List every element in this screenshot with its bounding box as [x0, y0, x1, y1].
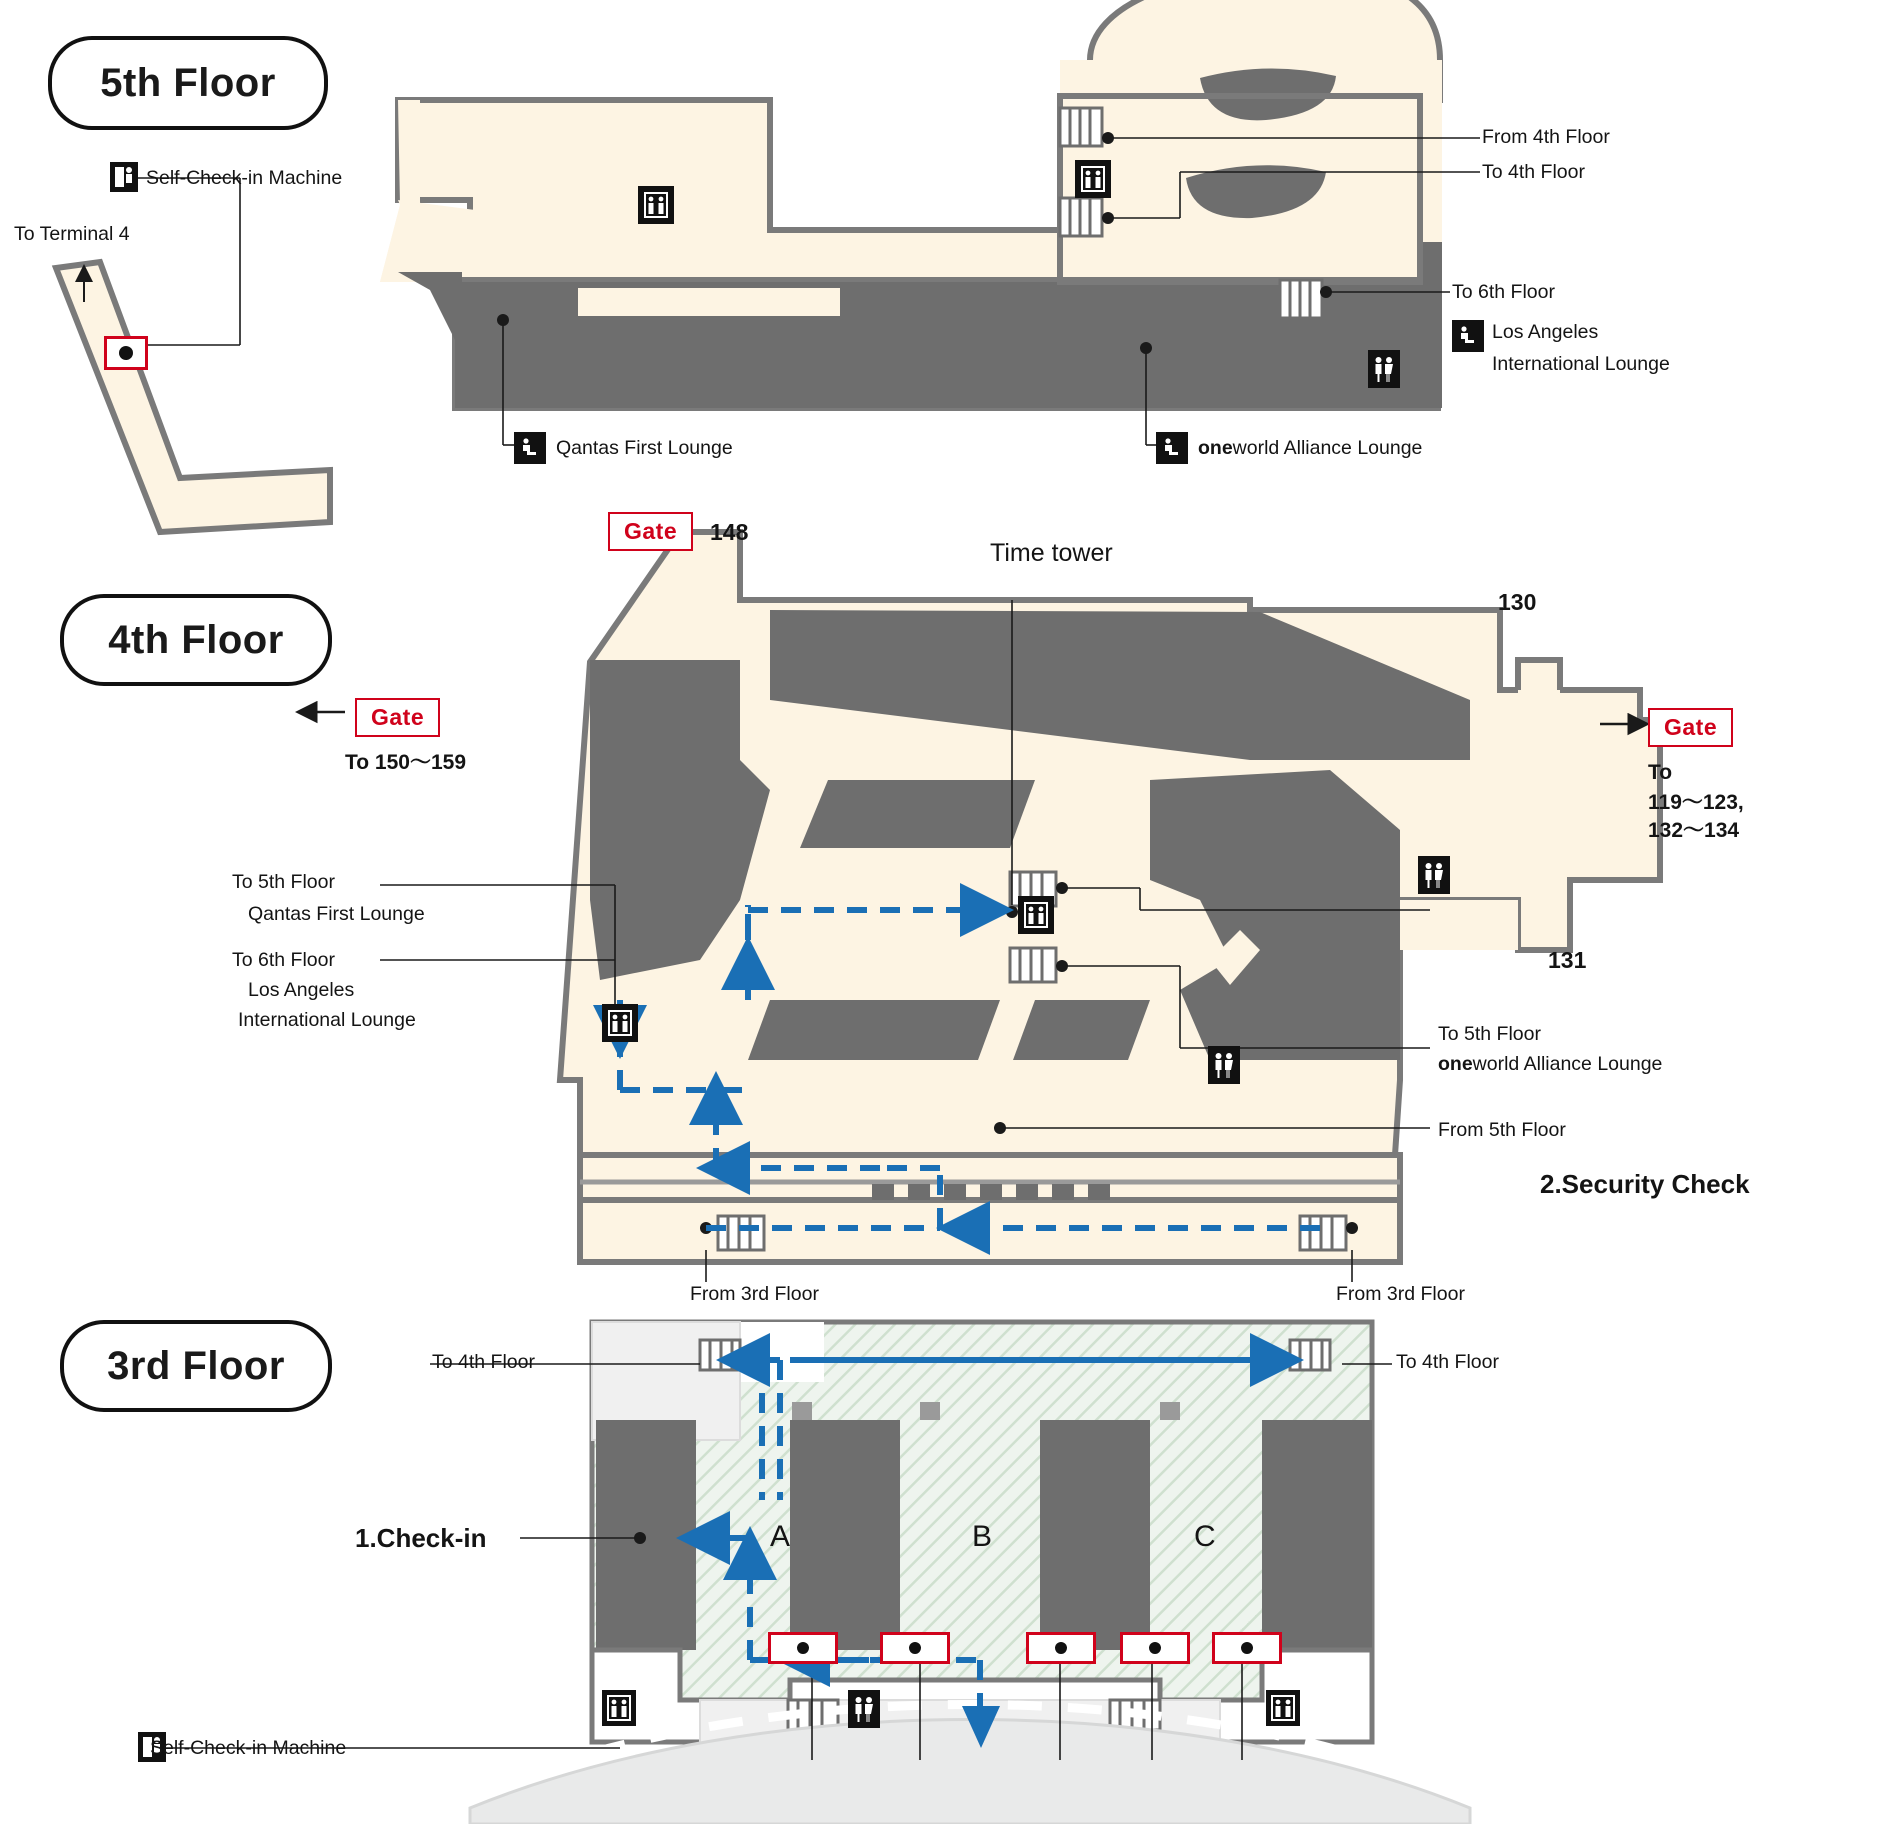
label-oneworld-lounge-5f — [1198, 436, 1422, 460]
lounge-icon-oneworld-5f — [1156, 432, 1188, 464]
oneworld-bold-5f: one — [1198, 437, 1233, 459]
floor-badge-3 — [60, 1320, 332, 1412]
label-from-5th-floor-4f: From 5th Floor — [1438, 1119, 1566, 1141]
floor-badge-4-label: 4th Floor — [108, 618, 284, 662]
label-check-in: 1.Check-in — [355, 1523, 487, 1553]
self-checkin-icon — [110, 162, 138, 192]
gate-right-to: To — [1648, 761, 1673, 784]
elevator-icon-4f-center — [1018, 896, 1054, 934]
gate-box-left[interactable]: Gate — [355, 698, 440, 737]
label-qantas-first-lounge-4f: Qantas First Lounge — [248, 903, 425, 925]
zone-label-b: B — [972, 1520, 993, 1553]
floor3-shapes — [150, 1322, 1470, 1824]
gate-right-nums-1: 119〜123, — [1648, 791, 1744, 814]
label-from-3rd-floor-left: From 3rd Floor — [690, 1283, 819, 1305]
lounge-icon-qantas-5f — [514, 432, 546, 464]
restroom-icon-3f — [848, 1690, 880, 1728]
label-qantas-first-lounge-5f: Qantas First Lounge — [556, 437, 733, 459]
gate-number-130: 130 — [1498, 589, 1537, 615]
self-checkin-marker-a1[interactable] — [768, 1632, 838, 1664]
label-to-4th-floor-3f-right: To 4th Floor — [1396, 1351, 1499, 1373]
elevator-icon-5f — [638, 186, 674, 224]
label-to-5th-floor-oneworld-4f: To 5th Floor — [1438, 1023, 1541, 1045]
oneworld-bold-4f: one — [1438, 1053, 1473, 1075]
elevator-icon-3f-left — [602, 1690, 636, 1726]
gate-number-148: 148 — [710, 519, 749, 545]
label-oneworld-lounge-4f — [1438, 1052, 1662, 1076]
gate-left-destinations: To 150〜159 — [345, 751, 467, 774]
label-to-6th-floor-5f: To 6th Floor — [1452, 281, 1555, 303]
label-to-4th-floor-5f: To 4th Floor — [1482, 161, 1585, 183]
label-security-check: 2.Security Check — [1540, 1169, 1750, 1199]
self-checkin-marker-c1[interactable] — [1212, 1632, 1282, 1664]
self-checkin-marker-a2[interactable] — [880, 1632, 950, 1664]
self-checkin-marker-b1[interactable] — [1026, 1632, 1096, 1664]
restroom-icon-5f — [1368, 350, 1400, 388]
label-la-lounge-4f-line1: Los Angeles — [248, 979, 355, 1001]
label-self-checkin-3f: Self-Check-in Machine — [150, 1737, 347, 1759]
label-from-4th-floor-5f: From 4th Floor — [1482, 126, 1610, 148]
lounge-icon-la-5f — [1452, 320, 1484, 352]
label-to-5th-floor-4f: To 5th Floor — [232, 871, 335, 893]
oneworld-rest-5f: world Alliance Lounge — [1232, 437, 1423, 459]
zone-label-a: A — [770, 1520, 791, 1553]
label-time-tower: Time tower — [990, 539, 1113, 567]
gate-box-148[interactable]: Gate — [608, 512, 693, 551]
label-from-3rd-floor-right: From 3rd Floor — [1336, 1283, 1465, 1305]
label-la-lounge-5f-line1: Los Angeles — [1492, 321, 1599, 343]
elevator-icon-4f-left — [602, 1004, 638, 1042]
label-to-6th-floor-4f: To 6th Floor — [232, 949, 335, 971]
restroom-icon-4f-center — [1208, 1046, 1240, 1084]
floor-badge-5 — [48, 36, 328, 130]
gate-right-nums-2: 132〜134 — [1648, 819, 1740, 842]
elevator-icon-5f-right — [1075, 160, 1111, 198]
elevator-icon-3f-right — [1266, 1690, 1300, 1726]
floor-badge-3-label: 3rd Floor — [107, 1344, 285, 1388]
label-self-checkin-5f: Self-Check-in Machine — [146, 167, 343, 189]
label-to-terminal-4: To Terminal 4 — [14, 223, 130, 245]
oneworld-rest-4f: world Alliance Lounge — [1472, 1053, 1663, 1075]
gate-number-131: 131 — [1548, 947, 1587, 973]
floor-badge-5-label: 5th Floor — [100, 61, 276, 105]
self-checkin-marker-b2[interactable] — [1120, 1632, 1190, 1664]
self-checkin-machine-marker[interactable] — [104, 336, 148, 370]
gate-box-right[interactable]: Gate — [1648, 708, 1733, 747]
label-to-4th-floor-3f-left: To 4th Floor — [432, 1351, 535, 1373]
floor-badge-4 — [60, 594, 332, 686]
restroom-icon-4f-right — [1418, 856, 1450, 894]
label-la-lounge-4f-line2: International Lounge — [238, 1009, 416, 1031]
label-la-lounge-5f-line2: International Lounge — [1492, 353, 1670, 375]
floor4-shapes — [305, 532, 1660, 1282]
zone-label-c: C — [1194, 1520, 1216, 1553]
